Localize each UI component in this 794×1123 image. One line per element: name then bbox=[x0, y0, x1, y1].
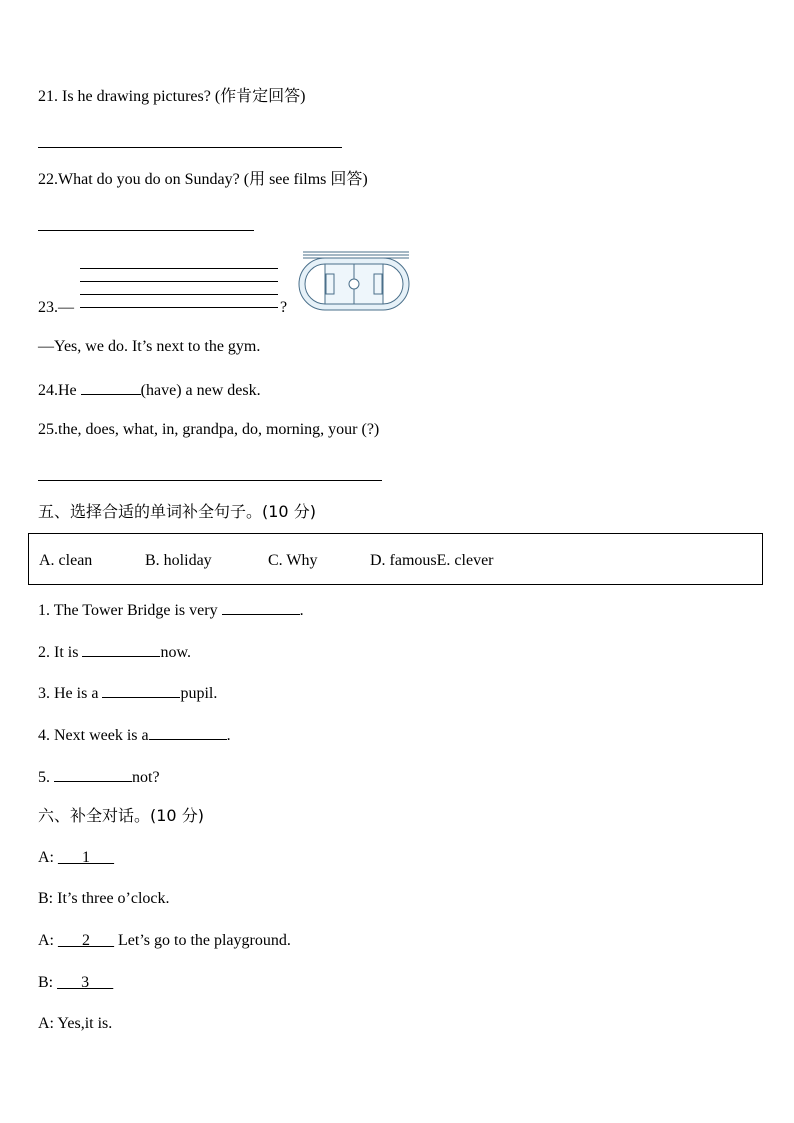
playground-track-icon bbox=[297, 250, 413, 317]
dialogue-line-4 bbox=[38, 973, 113, 993]
question-23-answer: —Yes, we do. It’s next to the gym. bbox=[38, 338, 261, 355]
s5-item-1-end: . bbox=[299, 602, 304, 619]
dialogue-text: Let’s go to the playground. bbox=[114, 932, 291, 949]
s5-item-1-text: 1. The Tower Bridge is very bbox=[38, 602, 222, 619]
question-21: 21. Is he drawing pictures? (作肯定回答) bbox=[38, 88, 306, 105]
fill-blank-s5-1[interactable] bbox=[222, 598, 300, 615]
s5-item-2 bbox=[38, 640, 191, 663]
fill-blank-24[interactable] bbox=[81, 378, 141, 395]
option-a: A. clean bbox=[39, 552, 93, 569]
option-d-e: D. famousE. clever bbox=[370, 552, 494, 569]
s5-item-1 bbox=[38, 598, 304, 621]
s5-item-4-end: . bbox=[226, 727, 231, 744]
question-24 bbox=[38, 378, 261, 401]
s5-item-4 bbox=[38, 723, 231, 746]
option-c: C. Why bbox=[268, 552, 318, 569]
s5-item-3 bbox=[38, 681, 217, 704]
word-options-box bbox=[28, 533, 763, 585]
dialogue-blank-3[interactable]: ___3___ bbox=[57, 974, 114, 991]
answer-line-21 bbox=[38, 147, 342, 148]
section-6-heading: 六、补全对话。(10 分) bbox=[38, 806, 204, 825]
s5-item-4-text: 4. Next week is a bbox=[38, 727, 149, 744]
dialogue-text: Yes,it is. bbox=[57, 1015, 113, 1032]
dialogue-line-3 bbox=[38, 931, 291, 951]
dialogue-line-5 bbox=[38, 1014, 112, 1034]
s5-item-5 bbox=[38, 765, 160, 788]
speaker-label: B: bbox=[38, 890, 58, 907]
speaker-label: B: bbox=[38, 974, 58, 991]
dialogue-line-1 bbox=[38, 848, 114, 868]
dialogue-line-2 bbox=[38, 889, 170, 909]
dialogue-text: It’s three o’clock. bbox=[57, 890, 170, 907]
question-25: 25.the, does, what, in, grandpa, do, morning, your (?) bbox=[38, 421, 380, 438]
s5-item-5-text: 5. bbox=[38, 769, 54, 786]
fill-blank-s5-3[interactable] bbox=[102, 681, 180, 698]
dialogue-blank-2[interactable]: ___2___ bbox=[58, 932, 114, 949]
option-b: B. holiday bbox=[145, 552, 212, 569]
question-23-suffix: ? bbox=[280, 299, 288, 316]
fill-blank-s5-4[interactable] bbox=[149, 723, 227, 740]
fill-blank-s5-2[interactable] bbox=[82, 640, 160, 657]
question-23 bbox=[38, 298, 287, 318]
s5-item-5-end: not? bbox=[132, 769, 160, 786]
s5-item-3-text: 3. He is a bbox=[38, 685, 103, 702]
s5-item-2-end: now. bbox=[160, 644, 191, 661]
s5-item-3-end: pupil. bbox=[180, 685, 218, 702]
speaker-label: A: bbox=[38, 932, 58, 949]
section-5-heading: 五、选择合适的单词补全句子。(10 分) bbox=[38, 502, 316, 521]
answer-line-22 bbox=[38, 230, 254, 231]
question-23-prefix: 23.— bbox=[38, 299, 74, 316]
fill-blank-s5-5[interactable] bbox=[54, 765, 132, 782]
question-24-text-before: 24.He bbox=[38, 382, 81, 399]
dialogue-blank-1[interactable]: ___1___ bbox=[58, 849, 114, 866]
speaker-label: A: bbox=[38, 849, 58, 866]
speaker-label: A: bbox=[38, 1015, 58, 1032]
question-24-text-after: (have) a new desk. bbox=[140, 382, 261, 399]
answer-line-25 bbox=[38, 480, 382, 481]
question-22: 22.What do you do on Sunday? (用 see films 回答) bbox=[38, 171, 368, 188]
s5-item-2-text: 2. It is bbox=[38, 644, 83, 661]
